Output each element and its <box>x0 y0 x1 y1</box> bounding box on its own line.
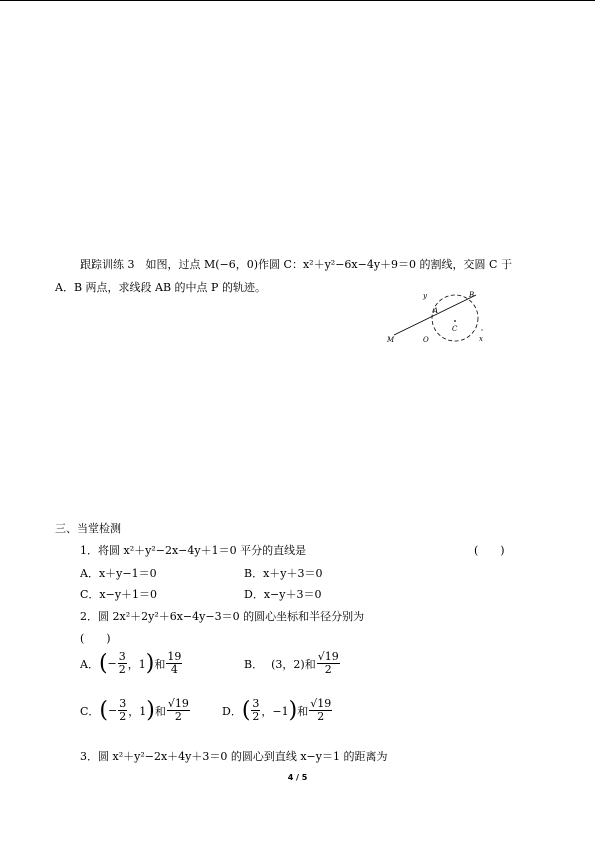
q2-answer-paren: ( ) <box>80 632 111 645</box>
q2-b-and: 和 <box>304 657 316 671</box>
q2-a-minus: − <box>107 657 117 670</box>
q2-c-and: 和 <box>154 704 166 718</box>
label-c: C <box>452 325 458 333</box>
q1-stem: 1．将圆 x²＋y²−2x−4y＋1＝0 平分的直线是 <box>80 544 307 557</box>
q1-answer-paren: ( ) <box>474 544 505 557</box>
q2-a-close-paren: ) <box>145 651 155 676</box>
q2-d-center-fraction: $\frac{3}{2}$ <box>252 697 260 723</box>
q2-option-b <box>244 651 341 676</box>
label-x: x <box>479 335 483 343</box>
label-y: y <box>423 292 427 300</box>
exercise-3-line1: 跟踪训练 3 如图，过点 M(−6，0)作圆 C：x²＋y²−6x−4y＋9＝0 的割线，交圆 C 于 <box>80 258 512 271</box>
label-o: O <box>423 336 429 344</box>
q1-option-a: A．x＋y−1＝0 <box>80 567 157 580</box>
q2-b-center: (3，2) <box>271 657 305 671</box>
q2-d-label: D． <box>222 704 242 718</box>
section-heading: 三、当堂检测 <box>55 522 121 535</box>
q2-a-and: 和 <box>154 657 166 671</box>
q2-d-close-paren: ) <box>288 698 298 723</box>
q2-d-and: 和 <box>297 704 309 718</box>
q2-b-label: B． <box>244 657 264 671</box>
label-a: A <box>433 307 439 315</box>
q2-c-close-paren: ) <box>146 698 155 723</box>
q2-a-open-paren: ( <box>98 651 108 676</box>
q2-c-center-rest: ，1 <box>128 704 147 718</box>
q2-option-c <box>80 698 191 723</box>
label-b: B <box>469 291 475 299</box>
circle-c <box>432 295 478 341</box>
q2-a-radius-fraction: $\frac{19}{4}$ <box>167 650 182 676</box>
q1-option-d: D．x−y＋3＝0 <box>244 588 322 601</box>
label-m: M <box>387 336 395 344</box>
exercise-3-line2: A．B 两点，求线段 AB 的中点 P 的轨迹。 <box>55 281 266 294</box>
page-number: 4 / 5 <box>287 773 308 782</box>
q3-stem: 3．圆 x²＋y²−2x＋4y＋3＝0 的圆心到直线 x−y＝1 的距离为 <box>80 750 388 763</box>
q2-a-center-fraction: $\frac{3}{2}$ <box>118 650 126 676</box>
q2-option-d <box>222 698 333 723</box>
q1-option-c: C．x−y＋1＝0 <box>80 588 158 601</box>
q2-a-label: A． <box>80 657 99 671</box>
q2-d-open-paren: ( <box>241 698 251 723</box>
q2-b-radius-fraction: $\frac{√19}{2}$ <box>317 650 339 676</box>
q2-c-center-fraction: $\frac{3}{2}$ <box>119 697 127 723</box>
q2-c-open-paren: ( <box>99 698 109 723</box>
x-axis-point <box>481 329 482 330</box>
q2-c-minus: − <box>108 704 118 717</box>
q2-c-radius-fraction: $\frac{√19}{2}$ <box>167 697 189 723</box>
top-rule <box>0 0 595 1</box>
q1-option-b: B．x＋y＋3＝0 <box>244 567 323 580</box>
q2-a-center-rest: ，1 <box>127 657 146 671</box>
q2-c-label: C． <box>80 704 100 718</box>
center-point <box>454 320 456 322</box>
secant-circle-figure <box>380 285 500 347</box>
q2-d-center-rest: ，−1 <box>261 704 289 718</box>
q2-stem: 2．圆 2x²＋2y²＋6x−4y−3＝0 的圆心坐标和半径分别为 <box>80 610 365 623</box>
q2-option-a <box>80 651 183 676</box>
q2-d-radius-fraction: $\frac{√19}{2}$ <box>310 697 332 723</box>
